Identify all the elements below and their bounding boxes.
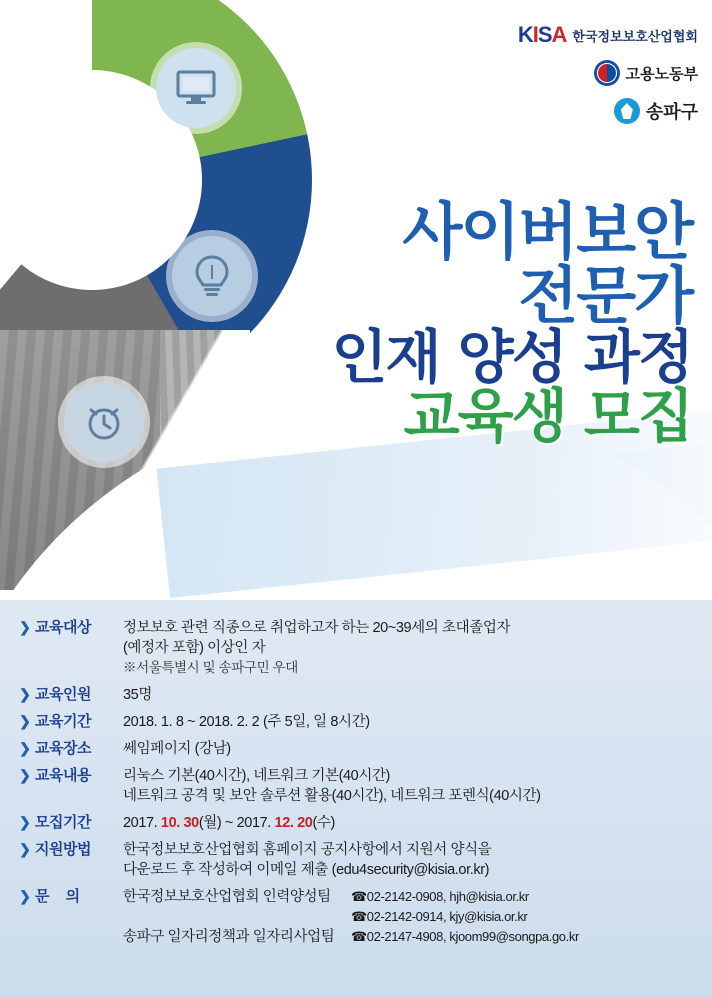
contact-phone-1: ☎02-2142-0908, hjh@kisia.or.kr — [351, 889, 529, 904]
info-label-location: 교육장소 — [35, 740, 91, 757]
info-value-capacity: 35명 — [123, 687, 152, 703]
recruit-end-date: 12. 20 — [274, 815, 313, 831]
info-value-apply-sub1: 다운로드 후 작성하여 이메일 제출 (edu4security@kisia.or.kr) — [123, 862, 490, 878]
contact-org-1: 한국정보보호산업협회 인력양성팀 — [123, 889, 331, 905]
kisa-mark-text: KISA — [517, 22, 567, 47]
poster-title — [172, 195, 692, 451]
recruit-pre: 2017. — [123, 815, 161, 831]
bullet-arrow-icon: ❯ — [19, 619, 31, 635]
logo-moel — [398, 60, 698, 86]
bullet-arrow-icon: ❯ — [19, 686, 31, 702]
songpa-emblem-icon — [614, 98, 640, 124]
info-value-apply — [123, 840, 491, 880]
recruit-post: (수) — [312, 815, 335, 831]
info-value-contact — [123, 887, 579, 947]
info-label-apply: 지원방법 — [35, 841, 91, 858]
info-row-contact — [18, 887, 694, 947]
logo-group — [398, 22, 698, 136]
contact-line-1 — [123, 887, 579, 907]
info-row-period — [18, 712, 694, 732]
recruit-start-date: 10. 30 — [160, 815, 199, 831]
title-line-1: 사이버보안 — [402, 195, 692, 268]
bullet-arrow-icon: ❯ — [19, 841, 31, 857]
info-value-curriculum — [123, 766, 541, 806]
logo-kisa — [398, 22, 698, 48]
info-label-curriculum: 교육내용 — [35, 767, 91, 784]
info-value-target-main: 정보보호 관련 직종으로 취업하고자 하는 20~39세의 초대졸업자 — [123, 620, 511, 636]
info-row-apply — [18, 840, 694, 880]
info-value-period: 2018. 1. 8 ~ 2018. 2. 2 (주 5일, 일 8시간) — [123, 714, 370, 730]
alarm-clock-icon — [64, 382, 144, 462]
info-value-recruit — [123, 813, 335, 833]
info-value-apply-main: 한국정보보호산업협회 홈페이지 공지사항에서 지원서 양식을 — [123, 842, 492, 858]
contact-phone-2: ☎02-2142-0914, kjy@kisia.or.kr — [351, 909, 528, 924]
monitor-icon — [156, 48, 236, 128]
title-line-3: 인재 양성 과정 — [331, 322, 692, 391]
moel-label: 고용노동부 — [625, 65, 698, 83]
songpa-label: 송파구 — [645, 102, 698, 122]
info-row-location — [18, 739, 694, 759]
recruit-mid: (월) ~ 2017. — [198, 815, 275, 831]
title-line-4: 교육생 모집 — [403, 382, 692, 451]
info-label-contact: 문 의 — [35, 888, 87, 905]
info-value-target — [123, 618, 510, 678]
info-label-target: 교육대상 — [35, 619, 91, 636]
moel-emblem-icon — [594, 60, 620, 86]
info-value-curriculum-sub1: 네트워크 공격 및 보안 솔루션 활용(40시간), 네트워크 포렌식(40시간) — [123, 788, 541, 804]
kisa-label: 한국정보보호산업협회 — [572, 28, 698, 44]
info-label-recruit: 모집기간 — [35, 814, 91, 831]
title-line-2: 전문가 — [518, 258, 692, 332]
info-row-capacity — [18, 685, 694, 705]
info-row-curriculum — [18, 766, 694, 806]
info-panel — [0, 600, 712, 997]
bullet-arrow-icon: ❯ — [19, 767, 31, 783]
info-value-location: 쎄임페이지 (강남) — [123, 741, 231, 757]
logo-songpa — [398, 98, 698, 124]
info-value-target-sub1: (예정자 포함) 이상인 자 — [123, 640, 266, 656]
contact-line-3 — [123, 927, 579, 947]
info-row-target — [18, 618, 694, 678]
bullet-arrow-icon: ❯ — [19, 814, 31, 830]
contact-org-3: 송파구 일자리정책과 일자리사업팀 — [123, 929, 335, 945]
info-value-target-sub2: ※서울특별시 및 송파구민 우대 — [123, 660, 298, 675]
contact-phone-3: ☎02-2147-4908, kjoom99@songpa.go.kr — [351, 929, 579, 944]
bullet-arrow-icon: ❯ — [19, 713, 31, 729]
bullet-arrow-icon: ❯ — [19, 740, 31, 756]
contact-line-2 — [123, 907, 579, 927]
info-value-curriculum-main: 리눅스 기본(40시간), 네트워크 기본(40시간) — [123, 768, 390, 784]
info-row-recruit — [18, 813, 694, 833]
info-label-capacity: 교육인원 — [35, 686, 91, 703]
bullet-arrow-icon: ❯ — [19, 888, 31, 904]
info-label-period: 교육기간 — [35, 713, 91, 730]
